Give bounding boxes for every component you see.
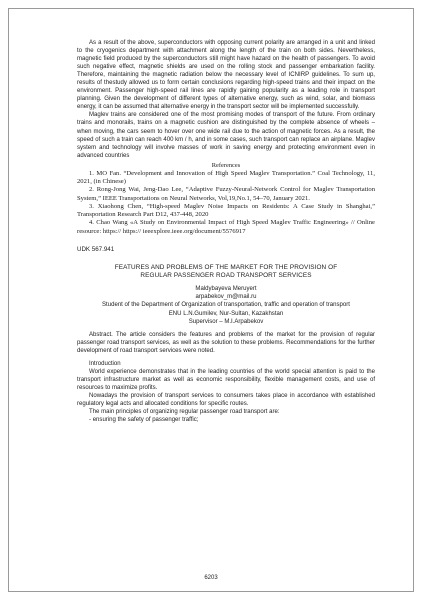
references-heading: References: [211, 161, 241, 169]
article-title-line: FEATURES AND PROBLEMS OF THE MARKET FOR THE PROVISION OF: [114, 263, 338, 271]
article-title-line: REGULAR PASSENGER ROAD TRANSPORT SERVICES: [140, 272, 312, 280]
author-block: [77, 285, 375, 325]
author-supervisor: Supervisor – M.I.Arpabekov: [188, 318, 264, 325]
introduction-heading: Introduction: [89, 360, 121, 367]
abstract-label: Abstract.: [89, 331, 113, 338]
author-email: arpabekov_m@mail.ru: [195, 294, 257, 301]
abstract-text: The article considers the features and problems of the market for the provision of regular passenger road transport services, as well as the solution to these problems. Recommendations for the further development of road transport services were noted.: [77, 331, 375, 354]
reference-item: 1. MO Fan. “Development and Innovation of High Speed Maglev Transportation.” Coal Technology, 11, 2021, (in Chinese): [77, 169, 375, 185]
body-paragraph: Nowadays the provision of transport services to consumers takes place in accordance with established regulatory legal acts and allocated conditions for specific routes.: [77, 392, 375, 407]
body-paragraph: Maglev trains are considered one of the most promising modes of transport of the future. From ordinary trains and monorails, trains on a magnetic cushion are distinguished by the complete absence of wheels – when moving, the cars seem to hover over one wide rail due to the action of magnetic forces. As a result, the speed of such a train can reach 400 km / h, and in some cases, such transport can replace an airplane. Maglev system and technology will involve masses of work in saving energy and protecting environment even in advanced countries: [77, 112, 375, 159]
reference-item: 3. Xiaohong Chen, “High-speed Maglev Noise Impacts on Residents: A Case Study in Shanghai,” Transportation Research Part D12, 437-448, 2020: [77, 202, 375, 218]
page-number: 6203: [204, 575, 218, 581]
reference-item: 4. Chao Wang «A Study on Environmental Impact of High Speed Maglev Traffic Engineering» // Online resource: https:// https:// ieeexplore.ieee.org/document/5576917: [77, 219, 375, 235]
author-university: ENU L.N.Gumilev, Nur-Sultan, Kazakhstan: [168, 310, 284, 317]
page-content: [77, 39, 375, 424]
abstract: [77, 331, 375, 355]
body-paragraph: As a result of the above, superconductors with opposing current polarity are arranged in a unit and linked to the cryogenics department with attachment along the length of the train on both sides. Nevertheless, magnetic field produced by the superconductors still might have hazard on the health of passengers. To avoid such negative effect, magnetic shields are used on the rolling stock and passenger embarkation facility. Therefore, maintaining the magnetic radiation below the necessary level of ICNIRP guidelines. To sum up, results of thestudy allowed us to form certain conclusions regarding high-speed trains and their impact on the environment. Passenger high-speed rail lines are rapidly gaining popularity as a leading role in transport planning. Given the development of different types of alternative energy, such as wind, solar, and biomass energy, it can be assumed that alternative energy in the transport sector will be implemented successfully.: [77, 40, 375, 111]
article-title: [77, 264, 375, 281]
udk-code: UDK 567.941: [77, 245, 115, 253]
author-name: Maldybayeva Meruyert: [195, 286, 257, 293]
reference-item: 2. Rong-Jong Wai, Jeng-Dao Lee, “Adaptive Fuzzy-Neural-Network Control for Maglev Transportation System,” IEEE Transportations on Neural Networks, Vol,19,No.1, 54–70, January 2021.: [77, 186, 375, 202]
body-paragraph: The main principles of organizing regular passenger road transport are:: [89, 409, 280, 416]
document-page: [8, 8, 414, 592]
body-paragraph: World experience demonstrates that in the leading countries of the world special attention is paid to the transport infrastructure market as well as economic responsibility, flexible management costs, and use of resources to maximize profits.: [77, 368, 375, 391]
author-affiliation: Student of the Department of Organization of transportation, traffic and operation of transport: [102, 302, 350, 309]
list-item: - ensuring the safety of passenger traffic;: [89, 417, 199, 424]
